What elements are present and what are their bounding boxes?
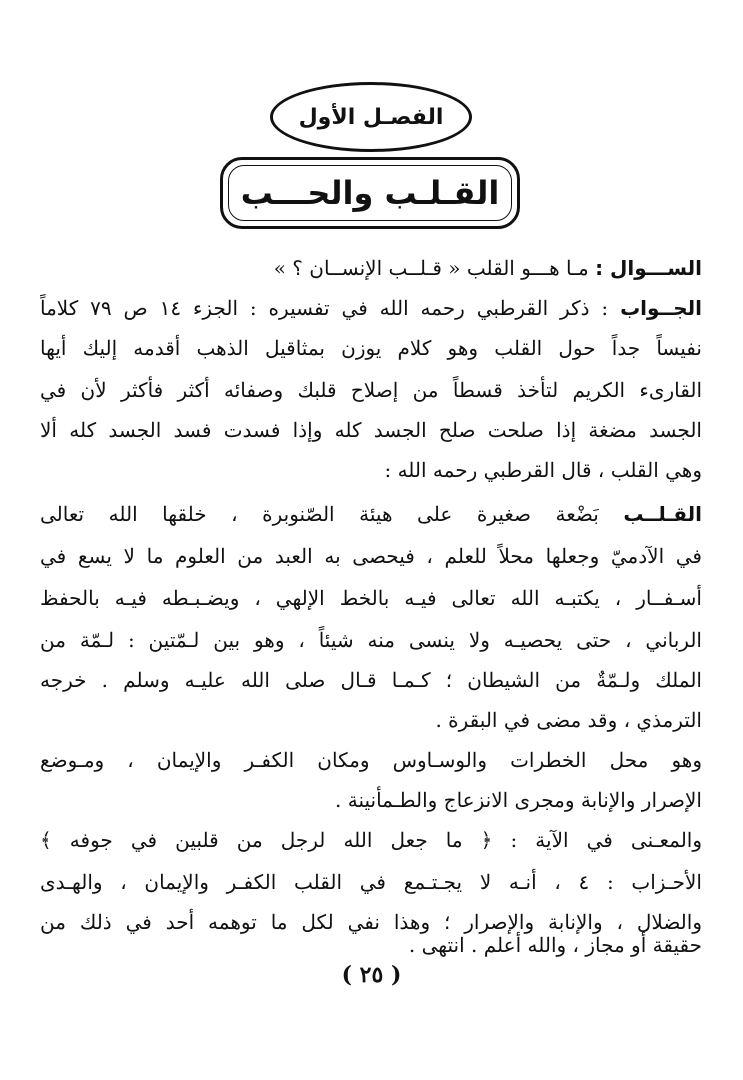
answer-label: الجــواب (620, 296, 702, 320)
para2-line-2: الإصرار والإنابة ومجرى الانزعاج والطـمأنينة . (335, 788, 702, 812)
quote-line-3: أسـفــار ، يكتبـه الله تعالى فيـه بالخط الإلهي ، ويضـبـطه فيـه بالحفظ (40, 586, 702, 610)
chapter-label: الفصـل الأول (298, 104, 444, 130)
answer-line-4: الجسد مضغة إذا صلحت صلح الجسد كله وإذا فسدت فسد الجسد كله ألا (40, 418, 702, 442)
answer-line-1 (40, 288, 702, 328)
chapter-heading-oval (270, 82, 472, 152)
answer-line-5: وهي القلب ، قال القرطبي رحمه الله : (384, 458, 702, 482)
quote-line-6: الترمذي ، وقد مضى في البقرة . (435, 708, 702, 732)
quote-line-2: في الآدميّ وجعلها محلاً للعلم ، فيحصى به العبد من العلوم ما لا يسع في (40, 544, 702, 568)
chapter-title: القـلـب والحـــب (240, 174, 500, 212)
question-text: مـا هـــو القلب « قـلــب الإنســان ؟ » (273, 256, 596, 280)
question-line (40, 248, 702, 288)
quote-line-4: الرباني ، حتى يحصيـه ولا ينسى منه شيئاً ، وهو بين لـمّتين : لـمّة من (40, 628, 702, 652)
answer-line-3: القارىء الكريم لتأخذ قسطاً من إصلاح قلبك وصفائه أكثر فأكثر لأن في (40, 378, 702, 402)
quote-line-1 (40, 494, 702, 534)
question-label: الســـوال : (595, 256, 702, 280)
quote-line-5: الملك ولـمّةٌ من الشيطان ؛ كـمـا قـال صلى الله عليـه وسلم . خرجه (40, 668, 702, 692)
para3-line-3: والضلال ، والإنابة والإصرار ؛ وهذا نفي لكل ما توهمه أحد في ذلك من (40, 910, 702, 934)
quote-label: القـلــب (623, 502, 702, 526)
chapter-title-box (220, 157, 520, 229)
para2-line-1: وهو محل الخطرات والوسـاوس ومكان الكفـر والإيمان ، ومـوضع (40, 748, 702, 772)
para3-line-4: حقيقة أو مجاز ، والله أعلم . انتهى . (408, 933, 702, 957)
quote-text-1: بَضْعة صغيرة على هيئة الصّنوبرة ، خلقها الله تعالى (40, 502, 624, 526)
answer-text-1: : ذكر القرطبي رحمه الله في تفسيره : الجزء ١٤ ص ٧٩ كلاماً (40, 296, 621, 320)
answer-line-2: نفيساً جداً حول القلب وهو كلام يوزن بمثاقيل الذهب أقدمه إليك أيها (40, 336, 702, 360)
para3-line-1: والمعـنى في الآية : ﴿ ما جعل الله لرجل من قلبين في جوفه ﴾ (40, 828, 702, 852)
page-number: ( ٢٥ ) (341, 962, 402, 988)
para3-line-2: الأحـزاب : ٤ ، أنـه لا يجـتـمع في القلب الكفـر والإيمان ، والهـدى (40, 870, 702, 894)
